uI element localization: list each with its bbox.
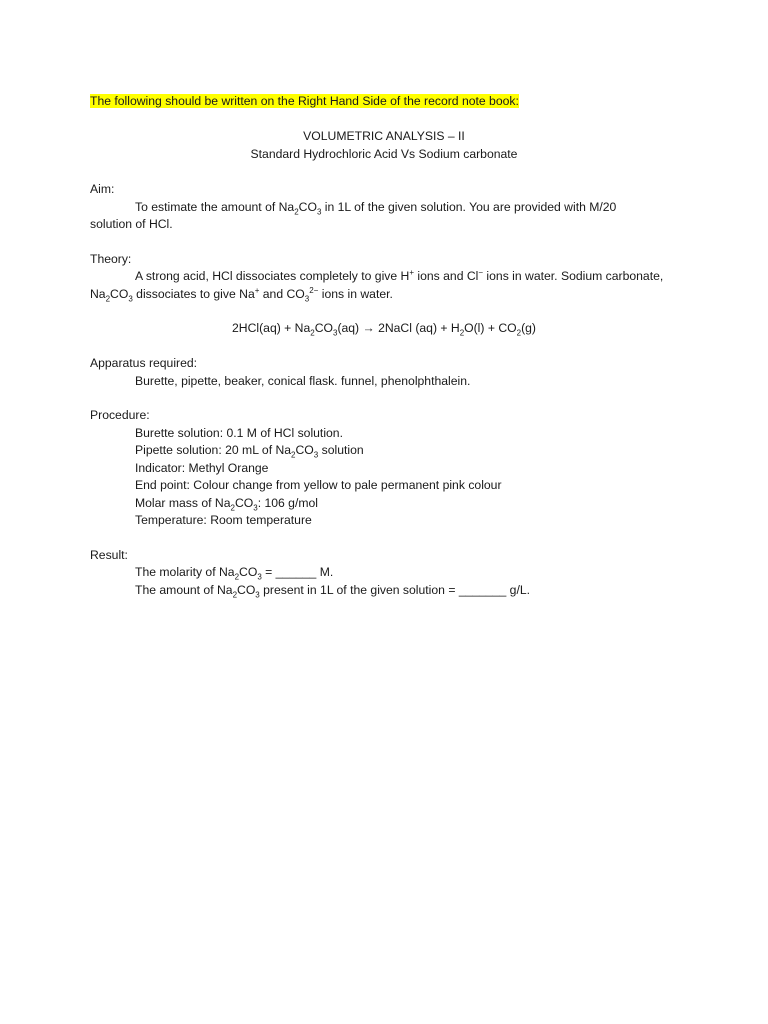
- result-molarity: The molarity of $Na_2CO_3$ = ______ M.: [135, 565, 334, 582]
- result-heading: Result:: [90, 548, 128, 562]
- procedure-endpoint: End point: Colour change from yellow to pale permanent pink colour: [135, 478, 502, 492]
- document-title: VOLUMETRIC ANALYSIS – II: [303, 129, 465, 143]
- apparatus-heading: Apparatus required:: [90, 356, 198, 370]
- theory-line-1: A strong acid, HCl dissociates completely to give H+ ions and Cl− ions in water. Sodium carbonate,: [135, 267, 664, 283]
- aim-line-1: To estimate the amount of $Na_2CO_3$ in 1L of the given solution. You are provided with M/20: [135, 200, 617, 217]
- result-amount: The amount of $Na_2CO_3$ present in 1L of the given solution = _______ g/L.: [135, 583, 530, 600]
- theory-heading: Theory:: [90, 252, 132, 266]
- procedure-indicator: Indicator: Methyl Orange: [135, 461, 269, 475]
- theory-line-2: $Na_2CO_3$ dissociates to give Na+ and $CO_3^{2-}$ ions in water.: [90, 285, 393, 304]
- procedure-burette: Burette solution: 0.1 M of HCl solution.: [135, 426, 343, 440]
- procedure-temperature: Temperature: Room temperature: [135, 513, 312, 527]
- aim-line-2: solution of HCl.: [90, 217, 173, 231]
- aim-heading: Aim:: [90, 182, 115, 196]
- procedure-molar-mass: Molar mass of $Na_2CO_3$: 106 g/mol: [135, 496, 318, 513]
- apparatus-list: Burette, pipette, beaker, conical flask. funnel, phenolphthalein.: [135, 374, 471, 388]
- procedure-pipette: Pipette solution: 20 mL of $Na_2CO_3$ solution: [135, 443, 364, 460]
- header-note: [90, 93, 519, 111]
- procedure-heading: Procedure:: [90, 408, 150, 422]
- highlighted-instruction: The following should be written on the Right Hand Side of the record note book:: [90, 94, 519, 108]
- chemical-equation: $2HCl(aq) + Na_2CO_3(aq)$ → 2NaCl $(aq) + H_2O(l) + CO_2(g)$: [232, 321, 536, 338]
- document-subtitle: Standard Hydrochloric Acid Vs Sodium carbonate: [250, 147, 518, 161]
